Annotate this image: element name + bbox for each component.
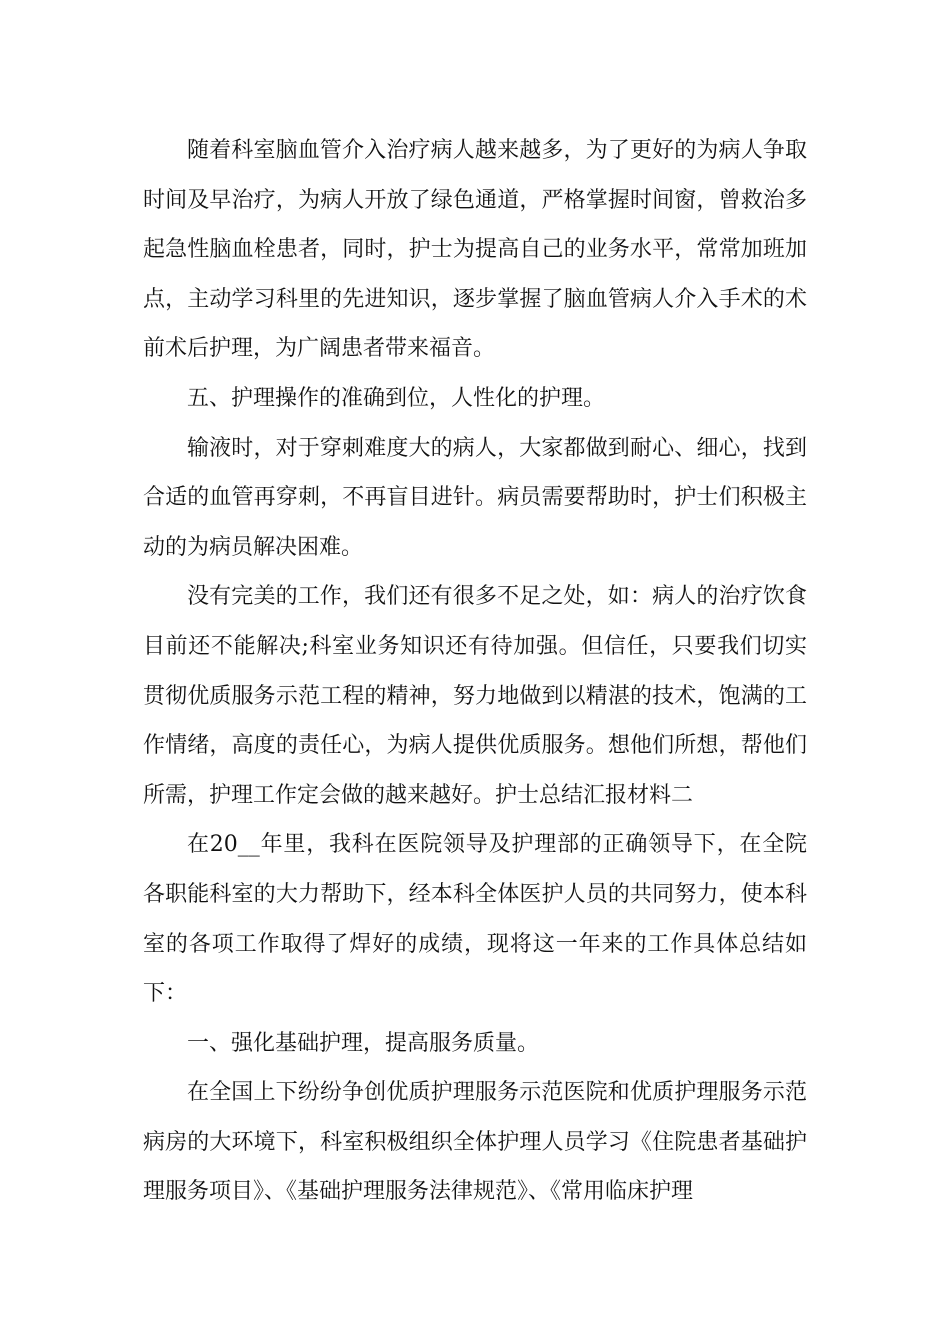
- section-heading-five: 五、护理操作的准确到位，人性化的护理。: [187, 385, 606, 411]
- paragraph-cerebrovascular-intervention: 随着科室脑血管介入治疗病人越来越多，为了更好的为病人争取时间及早治疗，为病人开放了绿色通道，严格掌握时间窗，曾救治多起急性脑血栓患者，同时，护士为提高自己的业务水平，常常加班加点，主动学习科里的先进知识，逐步掌握了脑血管病人介入手术的术前术后护理，为广阔患者带来福音。: [143, 138, 807, 362]
- paragraph-infusion: 输液时，对于穿刺难度大的病人，大家都做到耐心、细心，找到合适的血管再穿刺，不再盲目进针。病员需要帮助时，护士们积极主动的为病员解决困难。: [143, 435, 807, 560]
- paragraph-shortcomings: 没有完美的工作，我们还有很多不足之处，如：病人的治疗饮食目前还不能解决;科室业务知识还有待加强。但信任，只要我们切实贯彻优质服务示范工程的精神，努力地做到以精湛的技术，饱满的工作情绪，高度的责任心，为病人提供优质服务。想他们所想，帮他们所需，护理工作定会做的越来越好。护士总结汇报材料二: [143, 584, 807, 808]
- section-heading-one: 一、强化基础护理，提高服务质量。: [187, 1030, 540, 1056]
- document-body: [143, 126, 807, 1217]
- paragraph-annual-summary-intro: 在20__年里，我科在医院领导及护理部的正确领导下，在全院各职能科室的大力帮助下，经本科全体医护人员的共同努力，使本科室的各项工作取得了焊好的成绩，现将这一年来的工作具体总结如下：: [143, 832, 807, 1007]
- paragraph-quality-service: 在全国上下纷纷争创优质护理服务示范医院和优质护理服务示范病房的大环境下，科室积极组织全体护理人员学习《住院患者基础护理服务项目》、《基础护理服务法律规范》、《常用临床护理: [143, 1080, 807, 1205]
